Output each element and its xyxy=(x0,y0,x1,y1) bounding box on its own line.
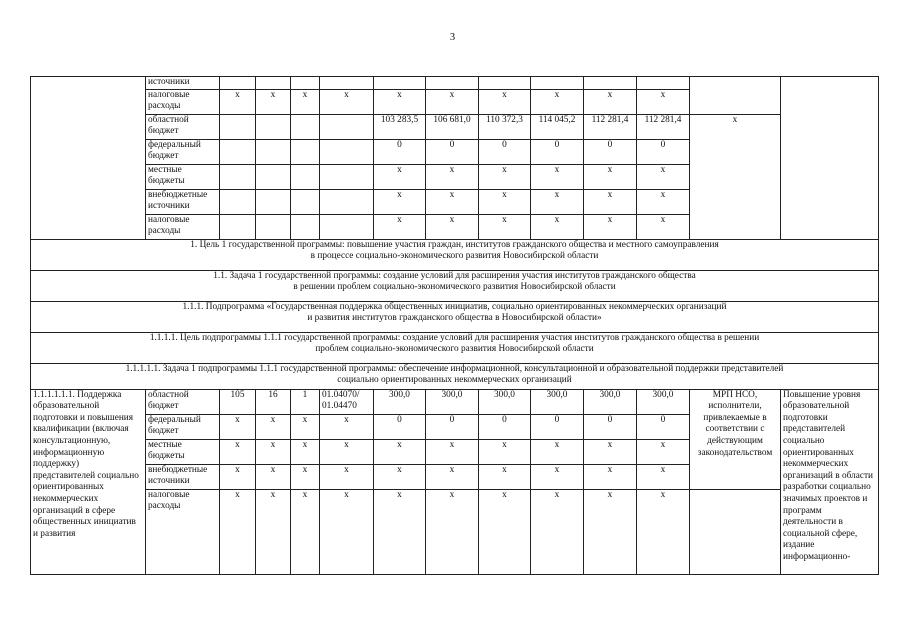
value-cell: 0 xyxy=(426,139,479,164)
mark-cell: x xyxy=(584,89,637,114)
value-cell: 300,0 xyxy=(531,389,584,414)
value-cell: x xyxy=(479,439,531,464)
value-cell: x xyxy=(374,214,426,239)
empty-cell xyxy=(781,77,879,240)
table-row xyxy=(31,77,879,90)
source-label: областной бюджет xyxy=(146,389,220,414)
value-cell: x xyxy=(531,439,584,464)
executors-cell: МРП НСО, исполнители, привлекаемые в соответствии с действующим законодательством xyxy=(690,389,781,489)
value-cell: 114 045,2 xyxy=(531,114,584,139)
heading-row xyxy=(31,363,879,389)
value-cell: x xyxy=(531,214,584,239)
heading-row xyxy=(31,270,879,301)
value-cell: 0 xyxy=(637,139,690,164)
value-cell: x xyxy=(637,164,690,189)
value-cell: x xyxy=(637,439,690,464)
source-label: налоговые расходы xyxy=(146,214,220,239)
value-cell: 0 xyxy=(374,414,426,439)
code-cell: x xyxy=(220,464,256,489)
code-cell: x xyxy=(256,489,291,574)
code-cell: x xyxy=(320,439,374,464)
value-cell: 0 xyxy=(584,414,637,439)
code-cell: 1 xyxy=(291,389,320,414)
value-cell: 300,0 xyxy=(374,389,426,414)
value-cell: x xyxy=(637,189,690,214)
value-cell: 112 281,4 xyxy=(637,114,690,139)
code-cell: x xyxy=(291,489,320,574)
mark-cell: x xyxy=(220,89,256,114)
goal-heading: 1. Цель 1 государственной программы: повышение участия граждан, институтов гражданского общества и местного самоуправления в процессе социально-экономического развития Новосибирской области xyxy=(31,239,879,270)
mark-cell: x xyxy=(637,89,690,114)
code-cell: x xyxy=(256,464,291,489)
value-cell: 103 283,5 xyxy=(374,114,426,139)
value-cell: x xyxy=(637,214,690,239)
value-cell: x xyxy=(584,214,637,239)
value-cell: 300,0 xyxy=(426,389,479,414)
value-cell: x xyxy=(584,164,637,189)
value-cell: x xyxy=(531,489,584,574)
value-cell: x xyxy=(374,164,426,189)
value-cell: 0 xyxy=(637,414,690,439)
value-cell: x xyxy=(531,189,584,214)
code-cell: x xyxy=(220,489,256,574)
merged-mark-cell: x xyxy=(690,114,781,239)
value-cell: 0 xyxy=(531,414,584,439)
code-cell: 16 xyxy=(256,389,291,414)
code-cell: 105 xyxy=(220,389,256,414)
value-cell: x xyxy=(426,164,479,189)
value-cell: x xyxy=(584,439,637,464)
subprogram-heading: 1.1.1. Подпрограмма «Государственная поддержка общественных инициатив, социально ориентированных некоммерческих организаций и развития институтов гражданского общества в Новосибирской области» xyxy=(31,301,879,332)
code-cell: x xyxy=(320,414,374,439)
value-cell: 106 681,0 xyxy=(426,114,479,139)
value-cell: x xyxy=(374,489,426,574)
value-cell: 0 xyxy=(479,414,531,439)
mark-cell: x xyxy=(320,89,374,114)
value-cell: x xyxy=(531,464,584,489)
source-label: местные бюджеты xyxy=(146,439,220,464)
value-cell: x xyxy=(584,464,637,489)
source-label: областной бюджет xyxy=(146,114,220,139)
heading-row xyxy=(31,301,879,332)
code-cell: x xyxy=(291,464,320,489)
code-cell: x xyxy=(320,489,374,574)
task-heading: 1.1. Задача 1 государственной программы: создание условий для расширения участия институтов гражданского общества в решении проблем социально-экономического развития Новосибирской области xyxy=(31,270,879,301)
table-row xyxy=(31,114,879,139)
value-cell: 0 xyxy=(584,139,637,164)
code-cell: x xyxy=(291,439,320,464)
mark-cell: x xyxy=(479,89,531,114)
value-cell: 300,0 xyxy=(637,389,690,414)
mark-cell: x xyxy=(256,89,291,114)
code-cell: x xyxy=(320,464,374,489)
value-cell: 0 xyxy=(531,139,584,164)
source-label: внебюджетные источники xyxy=(146,189,220,214)
empty-cell xyxy=(31,77,146,240)
result-cell: Повышение уровня образовательной подготовки представителей социально ориентированных некоммерческих организаций в области разработки социально значимых проектов и программ деятельности в социальной сфере, издание информационно- xyxy=(781,389,879,574)
heading-row xyxy=(31,239,879,270)
source-label: внебюджетные источники xyxy=(146,464,220,489)
code-cell: x xyxy=(256,439,291,464)
code-cell: x xyxy=(256,414,291,439)
program-table xyxy=(30,76,879,575)
value-cell: x xyxy=(584,189,637,214)
mark-cell: x xyxy=(374,89,426,114)
code-cell: x xyxy=(220,439,256,464)
page-number: 3 xyxy=(449,32,456,43)
value-cell: x xyxy=(426,214,479,239)
source-label: налоговые расходы xyxy=(146,89,220,114)
value-cell: 112 281,4 xyxy=(584,114,637,139)
heading-row xyxy=(31,332,879,363)
value-cell: x xyxy=(426,439,479,464)
value-cell: 0 xyxy=(374,139,426,164)
code-cell: 01.04070/ 01.04470 xyxy=(320,389,374,414)
value-cell: x xyxy=(426,464,479,489)
value-cell: x xyxy=(479,164,531,189)
mark-cell: x xyxy=(531,89,584,114)
code-cell: x xyxy=(220,414,256,439)
subprogram-task-heading: 1.1.1.1.1. Задача 1 подпрограммы 1.1.1 государственной программы: обеспечение информационной, консультационной и образовательной поддержки представителей социально ориентированных некоммерческих организаций xyxy=(31,363,879,389)
value-cell: x xyxy=(374,439,426,464)
source-label: местные бюджеты xyxy=(146,164,220,189)
source-label: источники xyxy=(146,77,220,90)
value-cell: x xyxy=(479,489,531,574)
value-cell: x xyxy=(479,189,531,214)
value-cell: x xyxy=(637,464,690,489)
code-cell: x xyxy=(291,414,320,439)
value-cell: x xyxy=(479,214,531,239)
value-cell: x xyxy=(426,489,479,574)
source-label: федеральный бюджет xyxy=(146,139,220,164)
subprogram-goal-heading: 1.1.1.1. Цель подпрограммы 1.1.1 государственной программы: создание условий для расширения участия институтов гражданского общества в решении проблем социально-экономического развития Новосибирской области xyxy=(31,332,879,363)
value-cell: x xyxy=(584,489,637,574)
value-cell: 0 xyxy=(426,414,479,439)
value-cell: 300,0 xyxy=(584,389,637,414)
value-cell: x xyxy=(531,164,584,189)
mark-cell: x xyxy=(426,89,479,114)
value-cell: x xyxy=(374,189,426,214)
value-cell: x xyxy=(479,464,531,489)
value-cell: 110 372,3 xyxy=(479,114,531,139)
value-cell: x xyxy=(426,189,479,214)
table-row xyxy=(31,489,879,574)
value-cell: 0 xyxy=(479,139,531,164)
value-cell: 300,0 xyxy=(479,389,531,414)
measure-name-cell: 1.1.1.1.1.1. Поддержка образовательной подготовки и повышения квалификации (включая консультационную, информационную поддержку) представителей социально ориентированных некоммерческих организаций в сфере общественных инициатив и развития xyxy=(31,389,146,574)
source-label: федеральный бюджет xyxy=(146,414,220,439)
empty-cell xyxy=(690,489,781,574)
table-row xyxy=(31,389,879,414)
value-cell: x xyxy=(637,489,690,574)
source-label: налоговые расходы xyxy=(146,489,220,574)
value-cell: x xyxy=(374,464,426,489)
mark-cell: x xyxy=(291,89,320,114)
